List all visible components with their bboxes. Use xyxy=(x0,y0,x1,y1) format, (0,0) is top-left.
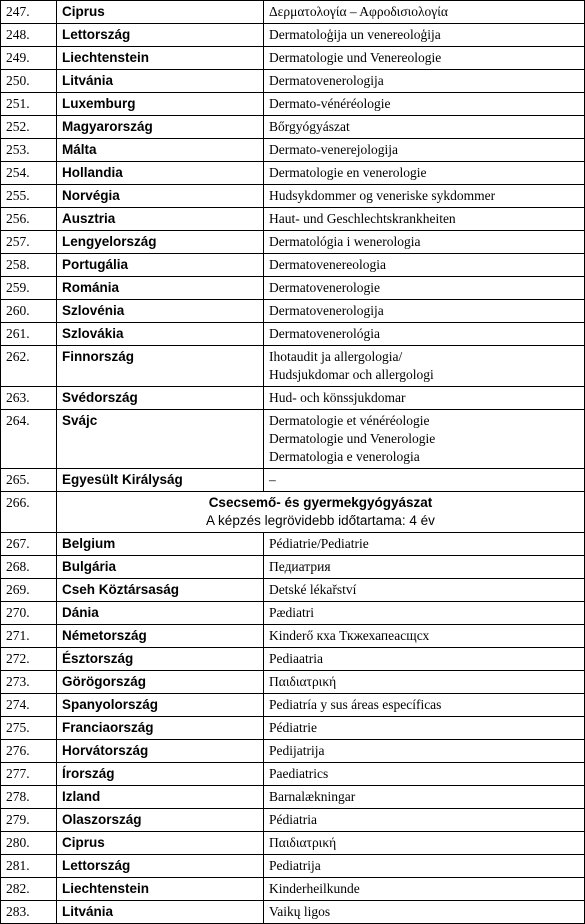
specialty-name: Hudsykdommer og veneriske sykdommer xyxy=(269,188,496,203)
row-number: 268. xyxy=(1,556,57,579)
table-row xyxy=(1,387,585,410)
specialty-name: Педиатрия xyxy=(269,559,331,574)
specialty-name-cell xyxy=(264,648,585,671)
country-name: Horvátország xyxy=(57,740,264,763)
specialty-name: Παιδιατρική xyxy=(269,835,337,850)
specialty-name: Barnalækningar xyxy=(269,789,356,804)
row-number: 249. xyxy=(1,47,57,70)
specialty-name-cell xyxy=(264,70,585,93)
row-number: 261. xyxy=(1,323,57,346)
row-number: 281. xyxy=(1,855,57,878)
specialty-name: Δερματολογία – Αφροδισιολογία xyxy=(269,4,448,19)
specialty-name: Dermatologie et vénéréologie xyxy=(269,413,430,428)
row-number: 273. xyxy=(1,671,57,694)
table-row xyxy=(1,162,585,185)
table-body-section xyxy=(1,492,585,533)
row-number: 259. xyxy=(1,277,57,300)
country-name: Finnország xyxy=(57,346,264,387)
country-name: Lettország xyxy=(57,855,264,878)
specialty-name-cell xyxy=(264,671,585,694)
table-row xyxy=(1,277,585,300)
specialty-name-cell xyxy=(264,533,585,556)
table-row xyxy=(1,139,585,162)
country-name: Észtország xyxy=(57,648,264,671)
specialty-name: Pédiatria xyxy=(269,812,317,827)
row-number: 272. xyxy=(1,648,57,671)
country-name: Szlovákia xyxy=(57,323,264,346)
specialty-name-cell xyxy=(264,602,585,625)
table-row xyxy=(1,24,585,47)
specialty-name-cell xyxy=(264,809,585,832)
table-row xyxy=(1,70,585,93)
table-row xyxy=(1,300,585,323)
country-name: Magyarország xyxy=(57,116,264,139)
table-row xyxy=(1,1,585,24)
country-name: Luxemburg xyxy=(57,93,264,116)
specialty-name: Dermatovenerologija xyxy=(269,303,384,318)
table-row xyxy=(1,809,585,832)
specialty-name: Vaikų ligos xyxy=(269,904,331,919)
country-name: Norvégia xyxy=(57,185,264,208)
table-row xyxy=(1,625,585,648)
specialty-name: Detské lékařství xyxy=(269,582,357,597)
specialty-name: Pediatrija xyxy=(269,858,321,873)
country-name: Olaszország xyxy=(57,809,264,832)
country-name: Görögország xyxy=(57,671,264,694)
specialty-name: Ihotaudit ja allergologia/ xyxy=(269,349,403,364)
specialty-name-cell xyxy=(264,832,585,855)
row-number: 256. xyxy=(1,208,57,231)
table-row xyxy=(1,648,585,671)
table-row xyxy=(1,47,585,70)
specialty-name: – xyxy=(269,472,276,487)
country-name: Németország xyxy=(57,625,264,648)
specialty-name: Pediaatria xyxy=(269,651,323,666)
table-row xyxy=(1,786,585,809)
row-number: 266. xyxy=(1,492,57,533)
specialty-name: Pédiatrie xyxy=(269,720,317,735)
row-number: 258. xyxy=(1,254,57,277)
specialty-name: Pediatría y sus áreas específicas xyxy=(269,697,442,712)
specialty-name: Dermatovenereologia xyxy=(269,257,386,272)
specialty-name: Bőrgyógyászat xyxy=(269,119,350,134)
row-number: 264. xyxy=(1,410,57,469)
table-row xyxy=(1,901,585,924)
specialty-name: Pédiatrie/Pediatrie xyxy=(269,536,369,551)
country-name: Lengyelország xyxy=(57,231,264,254)
specialty-name-cell xyxy=(264,47,585,70)
row-number: 274. xyxy=(1,694,57,717)
specialty-name-cell xyxy=(264,901,585,924)
country-name: Spanyolország xyxy=(57,694,264,717)
row-number: 265. xyxy=(1,469,57,492)
specialty-name-cell xyxy=(264,1,585,24)
table-row xyxy=(1,323,585,346)
specialty-name: Haut- und Geschlechtskrankheiten xyxy=(269,211,456,226)
country-name: Belgium xyxy=(57,533,264,556)
specialty-name: Dermatologie und Venereologie xyxy=(269,50,442,65)
specialty-name-cell xyxy=(264,162,585,185)
specialty-name-cell xyxy=(264,300,585,323)
specialty-name-cell xyxy=(264,231,585,254)
specialty-name-cell xyxy=(264,346,585,387)
specialty-name-cell xyxy=(264,323,585,346)
table-row xyxy=(1,671,585,694)
table-row xyxy=(1,763,585,786)
table-row xyxy=(1,832,585,855)
country-name: Málta xyxy=(57,139,264,162)
country-name: Svédország xyxy=(57,387,264,410)
specialty-name-cell xyxy=(264,855,585,878)
country-name: Egyesült Királyság xyxy=(57,469,264,492)
row-number: 279. xyxy=(1,809,57,832)
country-name: Svájc xyxy=(57,410,264,469)
specialty-name: Dermato-vénéréologie xyxy=(269,96,391,111)
row-number: 283. xyxy=(1,901,57,924)
specialty-name: Dermatovenerológia xyxy=(269,326,380,341)
country-name: Litvánia xyxy=(57,70,264,93)
specialty-name: Hud- och könssjukdomar xyxy=(269,390,406,405)
country-name: Ciprus xyxy=(57,832,264,855)
specialty-name: Kinderheilkunde xyxy=(269,881,360,896)
country-name: Hollandia xyxy=(57,162,264,185)
country-name: Dánia xyxy=(57,602,264,625)
table-row xyxy=(1,116,585,139)
row-number: 248. xyxy=(1,24,57,47)
table-row xyxy=(1,533,585,556)
table-row xyxy=(1,556,585,579)
row-number: 276. xyxy=(1,740,57,763)
table-row xyxy=(1,185,585,208)
specialty-name: Pedijatrija xyxy=(269,743,325,758)
row-number: 280. xyxy=(1,832,57,855)
row-number: 262. xyxy=(1,346,57,387)
specialty-name-cell xyxy=(264,277,585,300)
specialty-name-cell xyxy=(264,93,585,116)
specialty-name: Pædiatri xyxy=(269,605,315,620)
row-number: 252. xyxy=(1,116,57,139)
table-body-pediatrics xyxy=(1,533,585,924)
country-name: Izland xyxy=(57,786,264,809)
specialty-name: Kinderő кха Ткжехапеасщсх xyxy=(269,628,430,643)
row-number: 271. xyxy=(1,625,57,648)
specialty-name-cell xyxy=(264,139,585,162)
table-row xyxy=(1,740,585,763)
specialty-name: Παιδιατρική xyxy=(269,674,337,689)
table-row xyxy=(1,469,585,492)
section-header-cell xyxy=(57,492,585,533)
specialty-name-cell xyxy=(264,254,585,277)
table-row xyxy=(1,410,585,469)
specialty-name-cell xyxy=(264,694,585,717)
specialty-name: Dermatoloģija un venereoloģija xyxy=(269,27,441,42)
specialty-name-cell xyxy=(264,556,585,579)
country-name: Liechtenstein xyxy=(57,47,264,70)
country-name: Liechtenstein xyxy=(57,878,264,901)
specialty-name: Dermatovenerologija xyxy=(269,73,384,88)
specialty-name: Dermatologia e venerologia xyxy=(269,449,420,464)
row-number: 275. xyxy=(1,717,57,740)
specialty-name: Paediatrics xyxy=(269,766,329,781)
country-name: Ausztria xyxy=(57,208,264,231)
row-number: 251. xyxy=(1,93,57,116)
row-number: 263. xyxy=(1,387,57,410)
row-number: 260. xyxy=(1,300,57,323)
row-number: 255. xyxy=(1,185,57,208)
row-number: 282. xyxy=(1,878,57,901)
country-name: Írország xyxy=(57,763,264,786)
table-row xyxy=(1,855,585,878)
specialty-name: Hudsjukdomar och allergologi xyxy=(269,367,434,382)
row-number: 270. xyxy=(1,602,57,625)
specialty-name: Dermatológia i wenerologia xyxy=(269,234,421,249)
table-row xyxy=(1,717,585,740)
specialty-name: Dermatologie en venerologie xyxy=(269,165,427,180)
country-name: Lettország xyxy=(57,24,264,47)
specialty-name-cell xyxy=(264,208,585,231)
country-name: Franciaország xyxy=(57,717,264,740)
row-number: 250. xyxy=(1,70,57,93)
specialty-name: Dermato-venerejologija xyxy=(269,142,398,157)
specialty-name-cell xyxy=(264,878,585,901)
table-row xyxy=(1,579,585,602)
section-title: Csecsemő- és gyermekgyógyászat xyxy=(208,495,433,510)
specialty-name-cell xyxy=(264,717,585,740)
specialty-name-cell xyxy=(264,387,585,410)
row-number: 247. xyxy=(1,1,57,24)
country-name: Portugália xyxy=(57,254,264,277)
specialty-name-cell xyxy=(264,185,585,208)
row-number: 277. xyxy=(1,763,57,786)
table-row xyxy=(1,878,585,901)
country-name: Bulgária xyxy=(57,556,264,579)
specialty-name-cell xyxy=(264,24,585,47)
row-number: 254. xyxy=(1,162,57,185)
section-header-row xyxy=(1,492,585,533)
specialty-name-cell xyxy=(264,740,585,763)
specialty-name: Dermatologie und Venerologie xyxy=(269,431,436,446)
country-name: Ciprus xyxy=(57,1,264,24)
table-row xyxy=(1,694,585,717)
row-number: 278. xyxy=(1,786,57,809)
specialty-name-cell xyxy=(264,786,585,809)
specialty-name-cell xyxy=(264,116,585,139)
country-name: Cseh Köztársaság xyxy=(57,579,264,602)
table-row xyxy=(1,254,585,277)
table-row xyxy=(1,346,585,387)
specialty-name-cell xyxy=(264,410,585,469)
specialty-name-cell xyxy=(264,625,585,648)
table-body-dermatology xyxy=(1,1,585,492)
country-name: Románia xyxy=(57,277,264,300)
row-number: 267. xyxy=(1,533,57,556)
specialty-name: Dermatovenerologie xyxy=(269,280,380,295)
table-row xyxy=(1,602,585,625)
table-row xyxy=(1,208,585,231)
country-name: Litvánia xyxy=(57,901,264,924)
table-row xyxy=(1,231,585,254)
row-number: 257. xyxy=(1,231,57,254)
table-row xyxy=(1,93,585,116)
section-subtitle: A képzés legrövidebb időtartama: 4 év xyxy=(206,513,435,528)
row-number: 269. xyxy=(1,579,57,602)
row-number: 253. xyxy=(1,139,57,162)
specialty-name-cell xyxy=(264,763,585,786)
specialty-name-cell xyxy=(264,579,585,602)
country-name: Szlovénia xyxy=(57,300,264,323)
specialty-name-cell xyxy=(264,469,585,492)
